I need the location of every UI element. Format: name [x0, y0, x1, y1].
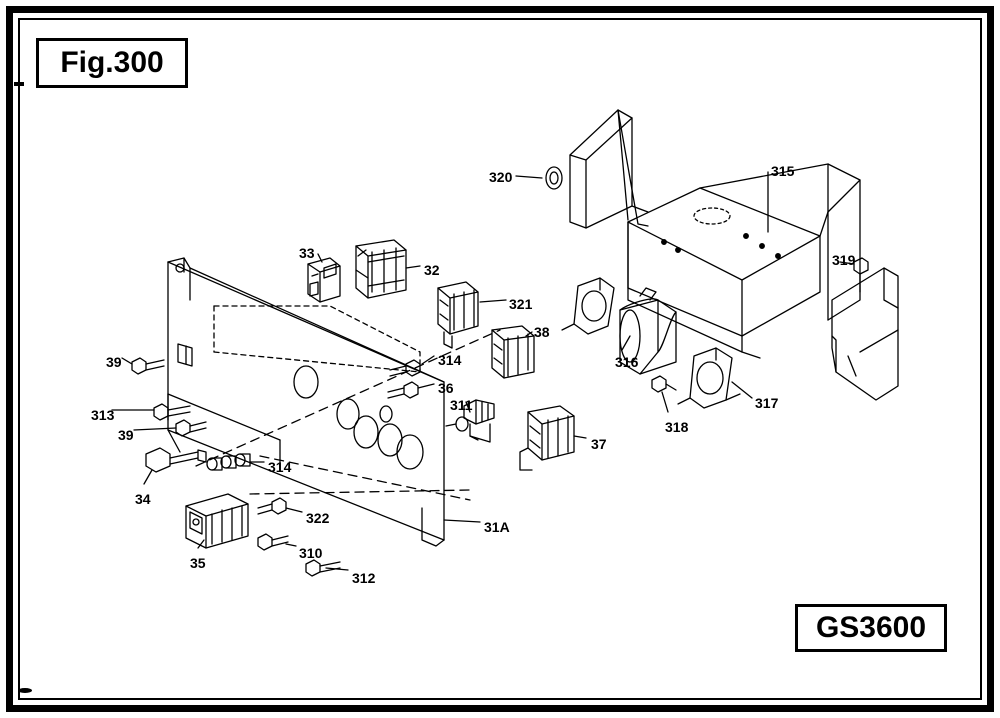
callout-31A: 31A [484, 519, 510, 535]
callout-315: 315 [771, 163, 795, 179]
model-label: GS3600 [815, 611, 927, 644]
callout-317: 317 [755, 395, 779, 411]
callout-33: 33 [299, 245, 315, 261]
callout-314-upper: 314 [438, 352, 462, 368]
callout-36: 36 [438, 380, 454, 396]
callout-312: 312 [352, 570, 376, 586]
callout-321: 321 [509, 296, 533, 312]
callout-35: 35 [190, 555, 206, 571]
figure-title: Fig.300 [60, 46, 164, 79]
callout-39-lower: 39 [118, 427, 134, 443]
callout-314-lower: 314 [268, 459, 292, 475]
callout-313: 313 [91, 407, 115, 423]
callout-37: 37 [591, 436, 607, 452]
callout-320: 320 [489, 169, 513, 185]
callout-311: 311 [450, 397, 473, 413]
callout-316: 316 [615, 354, 639, 370]
callout-319: 319 [832, 252, 856, 268]
callout-39-upper: 39 [106, 354, 122, 370]
callout-318: 318 [665, 419, 689, 435]
callout-34: 34 [135, 491, 151, 507]
callout-38: 38 [534, 324, 550, 340]
callout-310: 310 [299, 545, 323, 561]
callout-32: 32 [424, 262, 440, 278]
callout-322: 322 [306, 510, 330, 526]
